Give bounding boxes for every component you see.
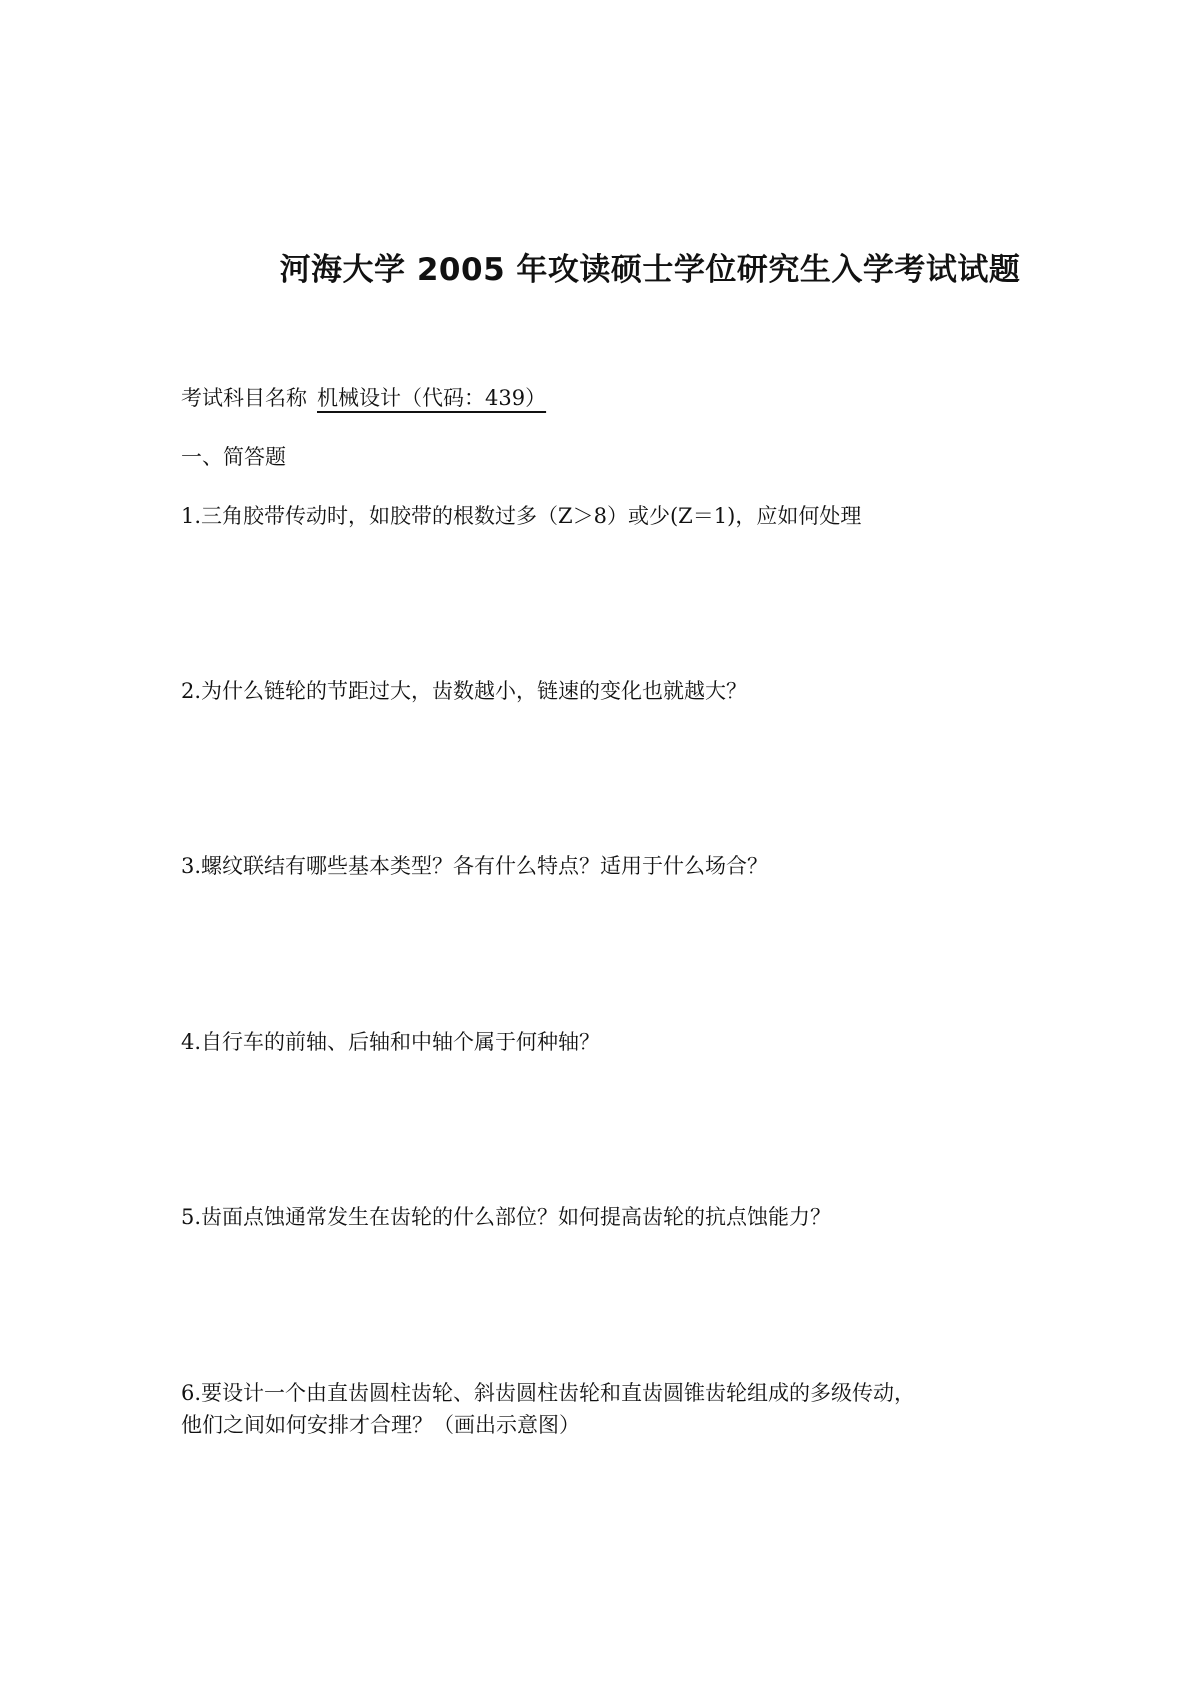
subject-label: 考试科目名称 bbox=[181, 386, 307, 410]
question-3: 3.螺纹联结有哪些基本类型？各有什么特点？适用于什么场合？ bbox=[181, 854, 769, 878]
question-2: 2.为什么链轮的节距过大，齿数越小，链速的变化也就越大？ bbox=[181, 679, 748, 703]
question-6: 6.要设计一个由直齿圆柱齿轮、斜齿圆柱齿轮和直齿圆锥齿轮组成的多级传动， bbox=[181, 1381, 916, 1405]
question-6-continuation: 他们之间如何安排才合理？（画出示意图） bbox=[181, 1413, 580, 1437]
subject-value: 机械设计（代码：439） bbox=[317, 386, 547, 410]
exam-title: 河海大学 2005 年攻读硕士学位研究生入学考试试题 bbox=[279, 252, 1021, 288]
question-5: 5.齿面点蚀通常发生在齿轮的什么部位？如何提高齿轮的抗点蚀能力？ bbox=[181, 1205, 832, 1229]
question-4: 4.自行车的前轴、后轴和中轴个属于何种轴？ bbox=[181, 1030, 601, 1054]
section-heading: 一、简答题 bbox=[181, 445, 286, 469]
subject-line bbox=[181, 382, 558, 414]
question-1: 1.三角胶带传动时，如胶带的根数过多（Z＞8）或少(Z＝1)，应如何处理 bbox=[181, 504, 862, 528]
